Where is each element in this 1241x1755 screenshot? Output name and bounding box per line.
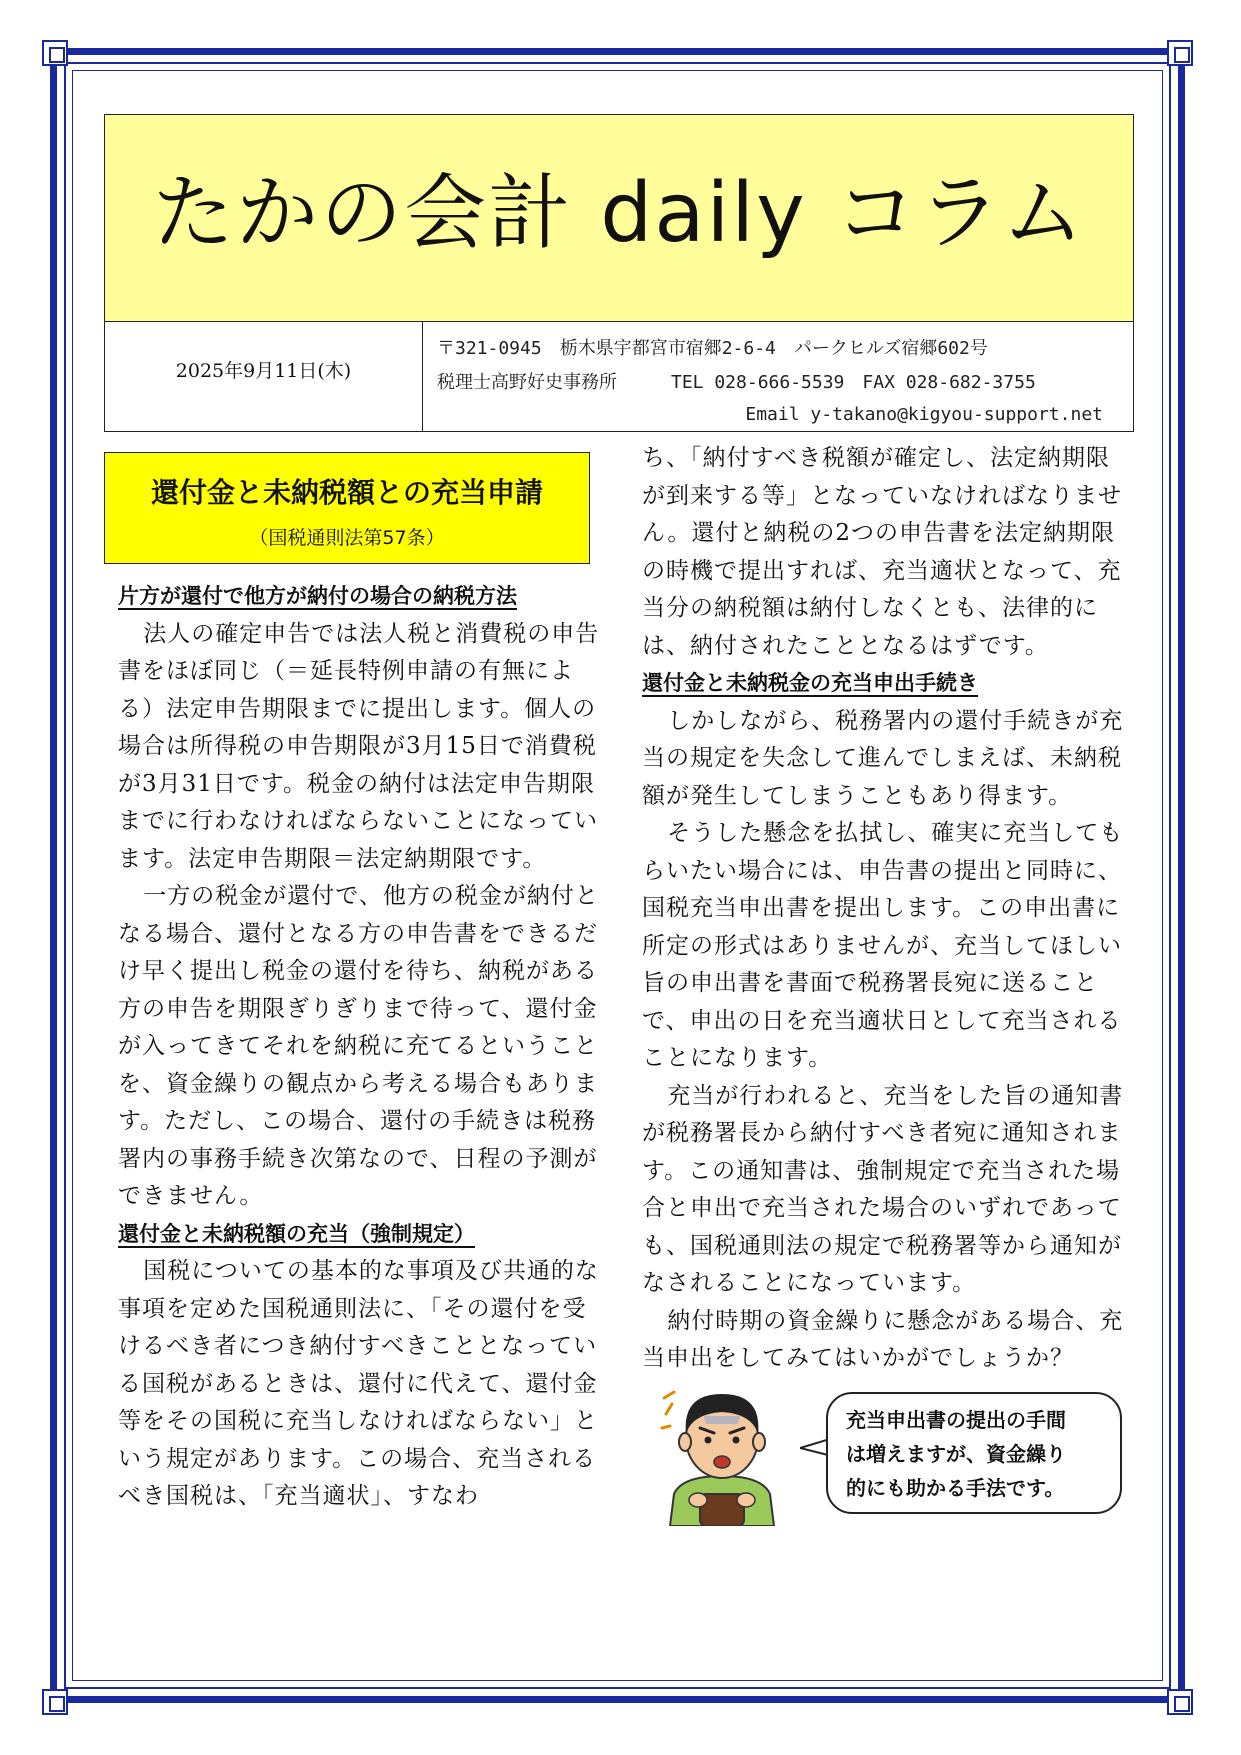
office-phone-fax: 税理士高野好史事務所 TEL 028-666-5539 FAX 028-682-3755	[437, 372, 1036, 393]
left-column	[118, 578, 606, 1516]
paragraph: しかしながら、税務署内の還付手続きが充当の規定を失念して進んでしまえば、未納税額が発生してしまうこともあり得ます。	[642, 707, 1124, 809]
corner-ornament	[42, 40, 68, 66]
corner-ornament	[1167, 1689, 1193, 1715]
right-column	[642, 440, 1130, 1378]
article-headline-box	[104, 452, 590, 564]
paragraph: 充当が行われると、充当をした旨の通知書が税務署長から納付すべき者宛に通知されます。この通知書は、強制規定で充当された場合と申出で充当された場合のいずれであっても、国税通則法の規定で税務署等から通知がなされることになっています。	[642, 1082, 1124, 1296]
paragraph: 国税についての基本的な事項及び共通的な事項を定めた国税通則法に、「その還付を受けるべき者につき納付すべきこととなっている国税があるときは、還付に代えて、還付金等をその国税に充当しなければならない」という規定があります。この場合、充当されるべき国税は、「充当適状」、すなわ	[118, 1258, 599, 1509]
title-band	[105, 115, 1133, 322]
worried-man-icon	[652, 1376, 792, 1526]
paragraph: 一方の税金が還付で、他方の税金が納付となる場合、還付となる方の申告書をできるだけ早く提出し税金の還付を待ち、納税がある方の申告を期限ぎりぎりまで待って、還付金が入ってきてそれを納税に充てるということを、資金繰りの観点から考える場合もあります。ただし、この場合、還付の手続きは税務署内の事務手続き次第なので、日程の予測ができません。	[118, 883, 599, 1209]
article-title: 還付金と未納税額との充当申請	[150, 476, 543, 509]
issue-date: 2025年9月11日(木)	[175, 360, 352, 382]
bubble-line: 充当申出書の提出の手間	[846, 1408, 1066, 1432]
paragraph-continued: ち、「納付すべき税額が確定し、法定納期限が到来する等」となっていなければなりません。還付と納税の2つの申告書を法定納期限の時機で提出すれば、充当適状となって、充当分の納税額は納付しなくとも、法律的には、納付されたこととなるはずです。	[642, 445, 1122, 659]
newsletter-title: たかの会計 daily コラム	[152, 166, 1086, 261]
speech-bubble	[826, 1392, 1122, 1514]
paragraph: そうした懸念を払拭し、確実に充当してもらいたい場合には、申告書の提出と同時に、国税充当申出書を提出します。この申出書に所定の形式はありませんが、充当してほしい旨の申出書を書面で税務署長宛に送ることで、申出の日を充当適状日として充当されることになります。	[642, 820, 1124, 1071]
office-address: 〒321-0945 栃木県宇都宮市宿郷2-6-4 パークヒルズ宿郷602号	[437, 338, 988, 359]
corner-ornament	[1167, 40, 1193, 66]
section-heading: 片方が還付で他方が納付の場合の納税方法	[118, 584, 517, 608]
section-heading: 還付金と未納税金の充当申出手続き	[642, 671, 978, 695]
paragraph: 納付時期の資金繰りに懸念がある場合、充当申出をしてみてはいかがでしょうか？	[642, 1307, 1124, 1371]
masthead	[104, 114, 1134, 432]
contact-cell	[437, 322, 1123, 431]
bubble-line: は増えますが、資金繰り	[846, 1442, 1066, 1466]
office-email: Email y-takano@kigyou-support.net	[745, 404, 1103, 425]
bubble-line: 的にも助かる手法です。	[846, 1476, 1065, 1500]
corner-ornament	[42, 1689, 68, 1715]
section-heading: 還付金と未納税額の充当（強制規定）	[118, 1221, 475, 1246]
date-cell	[105, 322, 423, 431]
paragraph: 法人の確定申告では法人税と消費税の申告書をほぼ同じ（＝延長特例申請の有無による）法定申告期限までに提出します。個人の場合は所得税の申告期限が3月15日で消費税が3月31日です。税金の納付は法定申告期限までに行わなければならないことになっています。法定申告期限＝法定納期限です。	[118, 620, 600, 872]
article-subtitle: （国税通則法第57条）	[249, 527, 445, 549]
